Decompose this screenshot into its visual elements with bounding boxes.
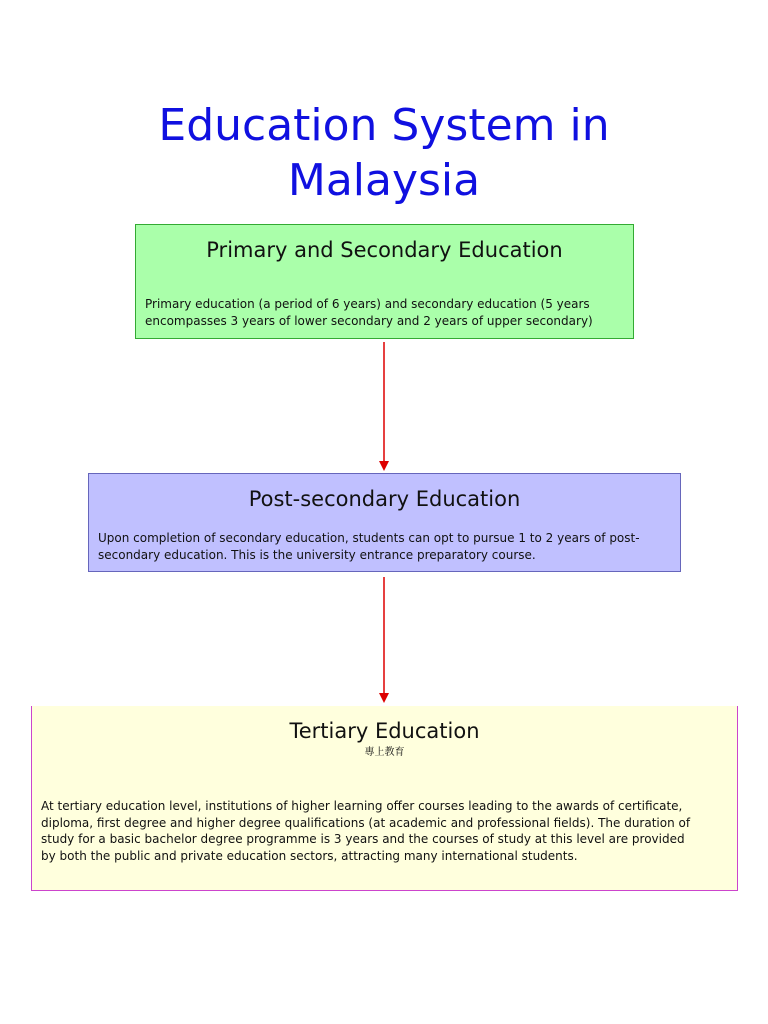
arrow-2-head [379, 693, 389, 703]
post-body-line-1: Upon completion of secondary education, students can opt to pursue 1 to 2 years of post- [98, 531, 640, 545]
primary-secondary-description [145, 296, 625, 329]
tertiary-body-line-4: by both the public and private education sectors, attracting many international students. [41, 848, 578, 863]
tertiary-description [41, 798, 729, 864]
tertiary-subheading: 專上教育 [364, 747, 405, 758]
title-line-2: Malaysia [287, 155, 481, 206]
tertiary-body-line-1: At tertiary education level, institutions of higher learning offer courses leading to the awards of certificate, [41, 799, 683, 813]
arrow-post-secondary-to-tertiary [379, 577, 389, 703]
diagram-title [0, 98, 768, 208]
primary-secondary-heading: Primary and Secondary Education [206, 238, 563, 262]
primary-body-line-1: Primary education (a period of 6 years) and secondary education (5 years [145, 297, 590, 311]
primary-body-line-2: encompasses 3 years of lower secondary and 2 years of upper secondary) [145, 313, 593, 328]
primary-secondary-education-box [135, 224, 634, 339]
tertiary-heading: Tertiary Education [289, 719, 480, 743]
arrow-1-head [379, 461, 389, 471]
post-secondary-description [98, 530, 672, 563]
title-line-1: Education System in [158, 100, 610, 151]
tertiary-education-box [31, 706, 738, 891]
post-secondary-education-box [88, 473, 681, 572]
post-secondary-heading: Post-secondary Education [248, 487, 521, 511]
tertiary-body-line-3: study for a basic bachelor degree programme is 3 years and the courses of study at this level are provided [41, 832, 685, 846]
post-body-line-2: secondary education. This is the university entrance preparatory course. [98, 547, 536, 562]
arrow-primary-to-post-secondary [379, 342, 389, 471]
tertiary-body-line-2: diploma, first degree and higher degree qualifications (at academic and professional fields). The duration of [41, 815, 691, 830]
